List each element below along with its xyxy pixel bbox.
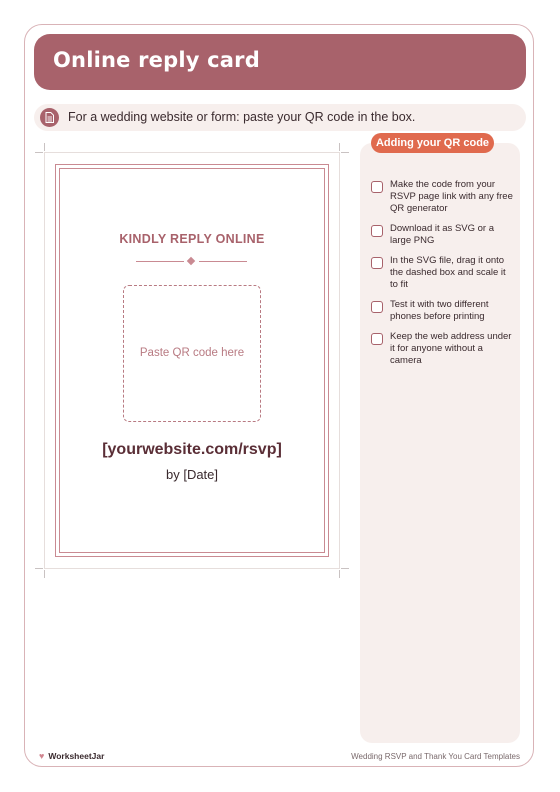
crop-mark (35, 152, 43, 153)
checkbox[interactable] (371, 181, 383, 193)
instruction-text: For a wedding website or form: paste your QR code in the box. (68, 110, 416, 124)
qr-placeholder-text: Paste QR code here (139, 347, 245, 359)
checklist-text: In the SVG file, drag it onto the dashed box and scale it to fit (390, 255, 506, 290)
footer-collection: Wedding RSVP and Thank You Card Templates (351, 752, 520, 761)
crop-mark (44, 143, 45, 151)
title-banner (34, 34, 526, 90)
footer-brand (39, 751, 104, 761)
checkbox[interactable] (371, 301, 383, 313)
checkbox[interactable] (371, 225, 383, 237)
side-panel-title: Adding your QR code (371, 133, 494, 153)
crop-mark (339, 570, 340, 578)
qr-code-drop-box[interactable] (123, 285, 261, 422)
divider-line-right (199, 261, 247, 262)
crop-mark (341, 568, 349, 569)
crop-mark (35, 568, 43, 569)
divider-line-left (136, 261, 184, 262)
checklist-text: Test it with two different phones before printing (390, 299, 489, 322)
checkbox[interactable] (371, 333, 383, 345)
crop-mark (339, 143, 340, 151)
crop-mark (341, 152, 349, 153)
heart-icon: ♥ (39, 751, 45, 761)
checklist-text: Download it as SVG or a large PNG (390, 223, 495, 246)
document-icon (40, 108, 59, 127)
checklist-text: Make the code from your RSVP page link with any free QR generator (390, 179, 513, 214)
instruction-bar (34, 104, 526, 131)
checkbox[interactable] (371, 257, 383, 269)
website-address: [yourwebsite.com/rsvp] (102, 441, 282, 458)
checklist-text: Keep the web address under it for anyone without a camera (390, 331, 512, 366)
reply-deadline: by [Date] (165, 467, 219, 482)
brand-name: WorksheetJar (48, 751, 105, 761)
page-title: Online reply card (53, 48, 260, 72)
crop-mark (44, 570, 45, 578)
card-heading: KINDLY REPLY ONLINE (119, 232, 265, 246)
